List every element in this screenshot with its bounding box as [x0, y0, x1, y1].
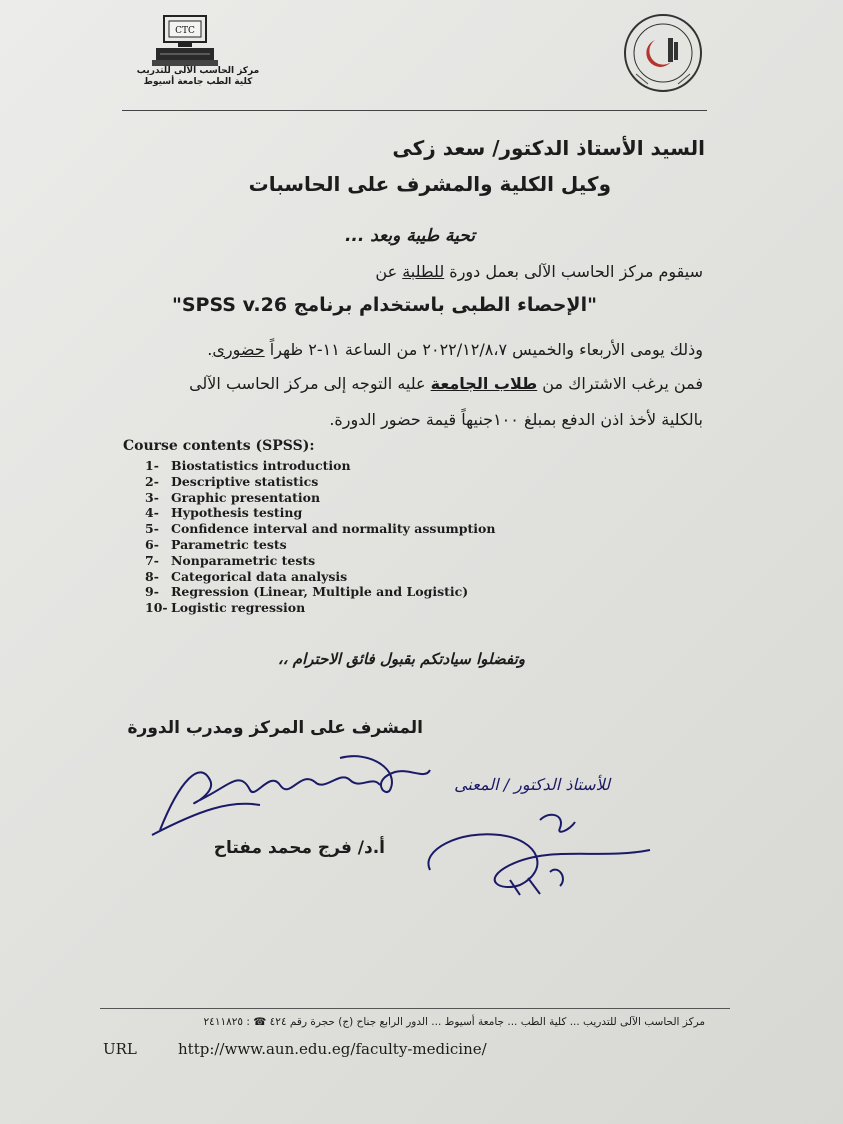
footer-address: مركز الحاسب الآلى للتدريب ... كلية الطب ... جامعة أسيوط ... الدور الرابع جناح (ج) حجرة رقم ٤٢٤ ☎ : ٢٤١١٨٢٥: [203, 1016, 705, 1028]
line1-prefix: سيقوم مركز الحاسب الآلى بعمل دورة: [444, 262, 703, 281]
faculty-seal-icon: [622, 12, 704, 94]
course-content-item: [145, 458, 495, 474]
line1-underlined: للطلبة: [402, 262, 445, 281]
supervisor-name: أ.د/ فرج محمد مفتاح: [213, 838, 385, 858]
ctc-caption-line2: كلية الطب جامعة أسيوط: [143, 77, 253, 87]
course-content-item: [145, 505, 495, 521]
course-contents-heading: Course contents (SPSS):: [123, 438, 315, 454]
course-content-label: Biostatistics introduction: [171, 458, 351, 473]
course-content-number: 8-: [145, 568, 159, 584]
ctc-caption-line1: مركز الحاسب الآلى للتدريب: [136, 66, 260, 76]
line2-prefix: وذلك يومى الأربعاء والخميس ٢٠٢٢/١٢/٨،٧ من الساعة ١١-٢ ظهراً: [264, 340, 703, 359]
course-content-label: Graphic presentation: [171, 489, 321, 505]
course-content-item: [145, 537, 495, 553]
course-content-item: [145, 584, 495, 600]
course-content-item: [145, 521, 495, 537]
course-content-label: Confidence interval and normality assumption: [171, 521, 496, 537]
course-title: "الإحصاء الطبى باستخدام برنامج SPSS v.26": [171, 294, 597, 316]
course-content-label: Parametric tests: [171, 536, 287, 552]
course-content-number: 6-: [145, 536, 159, 552]
course-content-label: Regression (Linear, Multiple and Logistic): [171, 584, 469, 600]
course-content-number: 3-: [145, 489, 159, 505]
course-content-number: 1-: [145, 458, 159, 473]
course-content-item: [145, 569, 495, 585]
greeting: تحية طيبة وبعد ...: [344, 226, 475, 246]
url-label: URL: [103, 1040, 137, 1058]
addressee-title: وكيل الكلية والمشرف على الحاسبات: [248, 172, 611, 196]
course-content-number: 4-: [145, 505, 159, 521]
course-contents-list: [145, 458, 495, 616]
line3-suffix: عليه التوجه إلى مركز الحاسب الآلى: [189, 374, 431, 393]
line2-underlined: حضورى: [212, 340, 265, 359]
ctc-logo-text: CTC: [175, 26, 195, 36]
course-content-number: 2-: [145, 473, 159, 489]
course-content-label: Descriptive statistics: [171, 473, 319, 489]
course-content-number: 5-: [145, 521, 159, 537]
course-content-label: Nonparametric tests: [171, 552, 316, 568]
ctc-computer-logo-icon: [150, 12, 220, 72]
letter-line-3: [113, 374, 703, 393]
ctc-logo-caption: [128, 66, 268, 88]
handwritten-note: للأستاذ الدكتور / المعنى: [454, 775, 610, 794]
addressee: السيد الأستاذ الدكتور/ سعد زكى: [392, 136, 705, 160]
supervisor-signature-icon: [140, 740, 440, 850]
course-content-label: Categorical data analysis: [171, 568, 348, 584]
url-link[interactable]: http://www.aun.edu.eg/faculty-medicine/: [178, 1040, 487, 1058]
letter-line-1: [375, 262, 703, 281]
course-content-number: 7-: [145, 552, 159, 568]
line3-underlined: طلاب الجامعة: [430, 374, 538, 393]
course-content-number: 10-: [145, 600, 168, 616]
course-content-label: Logistic regression: [171, 600, 306, 616]
course-content-label: Hypothesis testing: [171, 505, 303, 521]
header-divider: [122, 110, 707, 111]
course-content-item: [145, 600, 495, 616]
letter-line-4: بالكلية لأخذ اذن الدفع بمبلغ ١٠٠جنيهاً قيمة حضور الدورة.: [329, 410, 703, 429]
line3-prefix: فمن يرغب الاشتراك من: [537, 374, 703, 393]
footer-divider: [100, 1008, 730, 1009]
closing-line: وتفضلوا سيادتكم بقبول فائق الاحترام ،،: [277, 650, 525, 668]
course-content-number: 9-: [145, 584, 159, 600]
course-content-item: [145, 490, 495, 506]
line2-suffix: .: [207, 340, 213, 359]
course-content-item: [145, 474, 495, 490]
letter-line-2: [113, 340, 703, 359]
approval-signature-icon: [400, 760, 670, 900]
course-content-item: [145, 553, 495, 569]
supervisor-title: المشرف على المركز ومدرب الدورة: [127, 718, 423, 738]
line1-suffix: عن: [375, 262, 403, 281]
